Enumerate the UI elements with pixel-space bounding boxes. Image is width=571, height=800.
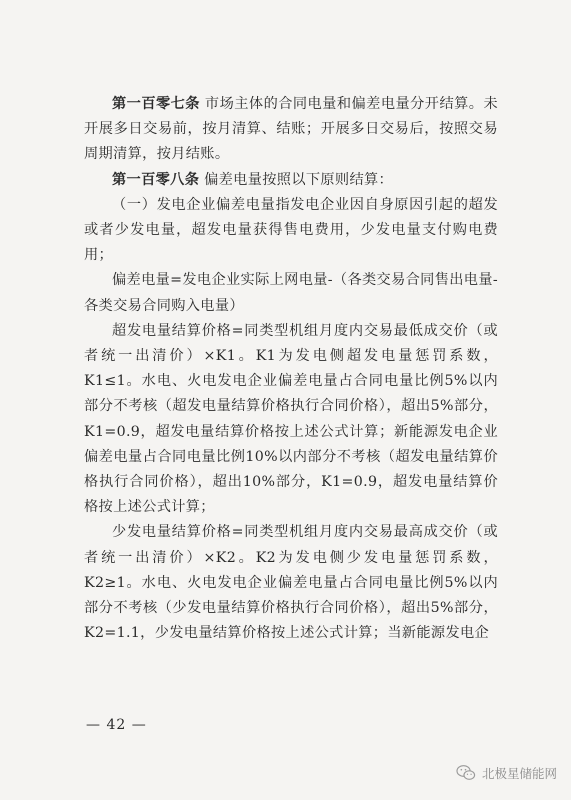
page-number: — 42 — [86,717,147,733]
article-108 [84,168,498,193]
clause-1: （一）发电企业偏差电量指发电企业因自身原因引起的超发或者少发电量，超发电量获得售电费用，少发电量支付购电费用； [84,196,498,264]
document-body [84,92,498,646]
over-generation-price: 超发电量结算价格=同类型机组月度内交易最低成交价（或者统一出清价）×K1。K1为发电侧超发电量惩罚系数，K1≤1。水电、火电发电企业偏差电量占合同电量比例5%以内部分不考核（超发电量结算价格执行合同价格），超出5%部分，K1=0.9，超发电量结算价格按上述公式计算；新能源发电企业偏差电量占合同电量比例10%以内部分不考核（超发电量结算价格执行合同价格），超出10%部分，K1=0.9，超发电量结算价格按上述公式计算； [84,322,498,516]
watermark-text: 北极星储能网 [481,766,557,781]
watermark [456,764,557,782]
article-heading: 第一百零七条 [112,96,200,112]
article-107 [84,92,498,168]
deviation-formula: 偏差电量=发电企业实际上网电量-（各类交易合同售出电量-各类交易合同购入电量） [84,272,498,314]
article-text: 市场主体的合同电量和偏差电量分开结算。未开展多日交易前，按月清算、结账；开展多日交易后，按照交易周期清算，按月结账。 [84,96,498,163]
article-text: 偏差电量按照以下原则结算： [199,171,394,188]
wechat-icon [456,764,476,782]
article-heading: 第一百零八条 [112,171,200,188]
under-generation-price: 少发电量结算价格=同类型机组月度内交易最高成交价（或者统一出清价）×K2。K2为发电侧少发电量惩罚系数，K2≥1。水电、火电发电企业偏差电量占合同电量比例5%以内部分不考核（少发电量结算价格执行合同价格），超出5%部分，K2=1.1，少发电量结算价格按上述公式计算；当新能源发电企 [84,524,498,642]
